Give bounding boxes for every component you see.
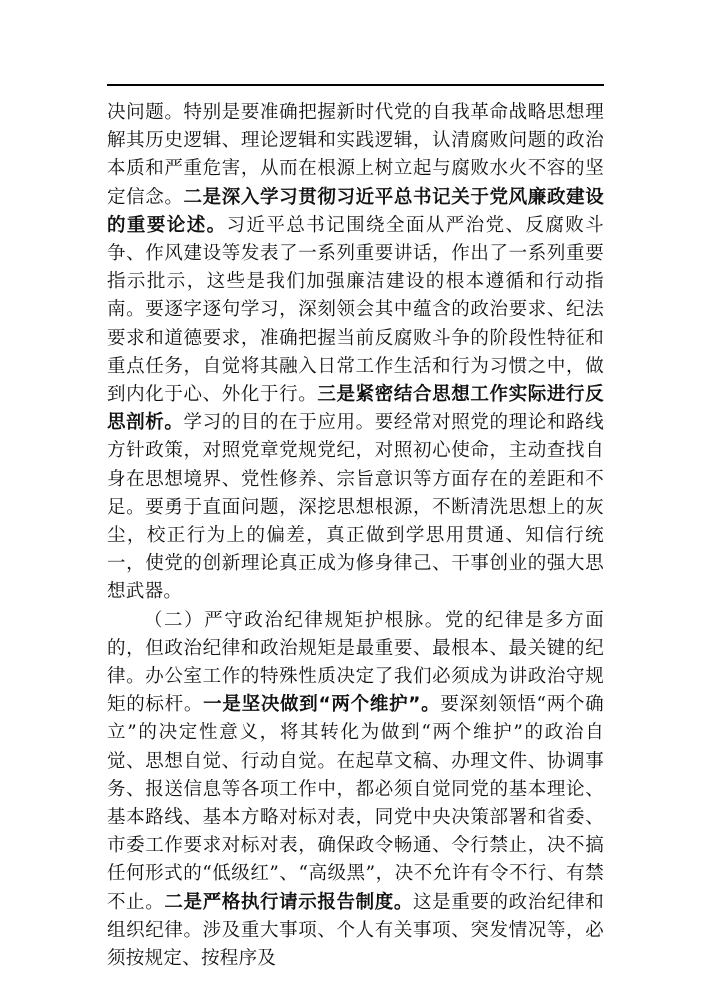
header-rule xyxy=(107,84,604,86)
text-run: 这是重要的政治纪律和组织纪律。涉及重大事项、个人有关事项、突发情况等，必须按规定、按程序及 xyxy=(107,891,604,970)
text-run: 要深刻领悟“两个确立”的决定性意义，将其转化为做到“两个维护”的政治自觉、思想自觉、行动自觉。在起草文稿、办理文件、协调事务、报送信息等各项工作中，都必须自觉同党的基本理论、基本路线、基本方略对标对表，同党中央决策部署和省委、市委工作要求对标对表，确保政令畅通、令行禁止，决不搞任何形式的“低级红”、“高级黑”，决不允许有令不行、有禁不止。 xyxy=(107,694,604,913)
bold-heading: 二是严格执行请示报告制度。 xyxy=(164,891,414,913)
paragraph xyxy=(107,99,604,607)
text-run: 习近平总书记围绕全面从严治党、反腐败斗争、作风建设等发表了一系列重要讲话，作出了一系列重要指示批示，这些是我们加强廉洁建设的根本遵循和行动指南。要逐字逐句学习，深刻领会其中蕴含的政治要求、纪法要求和道德要求，准确把握当前反腐败斗争的阶段性特征和重点任务，自觉将其融入日常工作生活和行为习惯之中，做到内化于心、外化于行。 xyxy=(107,214,604,406)
bold-heading: 二是深入学习贯彻习近平总书记关于党风廉政建设的重要论述。 xyxy=(107,186,604,236)
text-run: 决问题。特别是要准确把握新时代党的自我革命战略思想理解其历史逻辑、理论逻辑和实践逻辑，认清腐败问题的政治本质和严重危害，从而在根源上树立起与腐败水火不容的坚定信念。 xyxy=(107,102,604,208)
bold-heading: 三是紧密结合思想工作实际进行反思剖析。 xyxy=(107,384,604,434)
text-run: （二）严守政治纪律规矩护根脉。党的纪律是多方面的，但政治纪律和政治规矩是最重要、最根本、最关键的纪律。办公室工作的特殊性质决定了我们必须成为讲政治守规矩的标杆。 xyxy=(107,609,604,716)
text-run: 学习的目的在于应用。要经常对照党的理论和路线方针政策，对照党章党规党纪，对照初心使命，主动查找自身在思想境界、党性修养、宗旨意识等方面存在的差距和不足。要勇于直面问题，深挖思想根源，不断清洗思想上的灰尘，校正行为上的偏差，真正做到学思用贯通、知信行统一，使党的创新理论真正成为修身律己、干事创业的强大思想武器。 xyxy=(107,412,604,603)
bold-heading: 一是坚决做到“两个维护”。 xyxy=(203,694,441,716)
document-body xyxy=(107,99,604,973)
paragraph xyxy=(107,607,604,974)
